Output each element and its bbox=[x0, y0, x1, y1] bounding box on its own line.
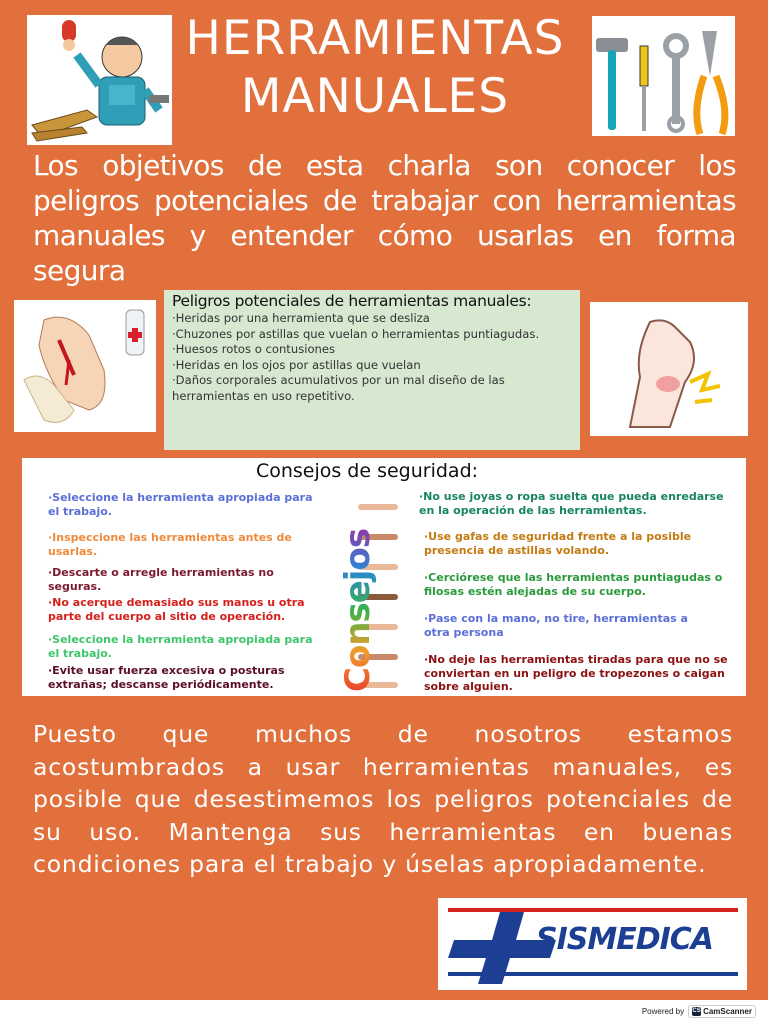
hazard-item: ·Chuzones por astillas que vuelan o herramientas puntiagudas. bbox=[172, 326, 540, 341]
sismedica-logo bbox=[438, 898, 747, 990]
camscanner-icon: CS bbox=[692, 1008, 701, 1014]
tools-illustration bbox=[592, 16, 735, 136]
safety-tips-panel bbox=[22, 458, 746, 696]
logo-text: SISMEDICA bbox=[536, 922, 714, 957]
scanner-footer bbox=[642, 1005, 756, 1018]
camscanner-badge bbox=[688, 1005, 756, 1018]
hand-wound-illustration bbox=[14, 300, 156, 432]
worker-hammer-illustration bbox=[27, 15, 172, 145]
safety-tips-heading: Consejos de seguridad: bbox=[255, 460, 479, 482]
tip-left-4: ·No acerque demasiado sus manos u otra parte del cuerpo al sitio de operación. bbox=[48, 596, 305, 623]
tip-left-3: ·Descarte o arregle herramientas no seguras. bbox=[48, 566, 274, 593]
hazard-item: ·Heridas en los ojos por astillas que vuelan bbox=[172, 357, 421, 372]
tip-left-6: ·Evite usar fuerza excesiva o posturas extrañas; descanse periódicamente. bbox=[48, 664, 285, 691]
hazards-heading: Peligros potenciales de herramientas manuales: bbox=[172, 292, 532, 310]
title-line-2: MANUALES bbox=[240, 69, 510, 124]
tip-left-5: ·Seleccione la herramienta apropiada para el trabajo. bbox=[48, 633, 313, 660]
hazards-panel bbox=[164, 290, 580, 450]
powered-label: Powered by bbox=[641, 1007, 685, 1016]
tip-right-3: ·Cerciórese que las herramientas puntiagudas o filosas estén alejadas de su cuerpo. bbox=[424, 571, 723, 598]
camscanner-brand: CamScanner bbox=[703, 1007, 752, 1016]
intro-text: Los objetivos de esta charla son conocer los peligros potenciales de trabajar con herramientas manuales y entender cómo usarlas en forma segura bbox=[33, 149, 736, 287]
tip-right-4: ·Pase con la mano, no tire, herramientas a otra persona bbox=[424, 612, 688, 639]
wrist-pain-illustration bbox=[590, 302, 748, 436]
hazard-item: ·Huesos rotos o contusiones bbox=[172, 342, 336, 356]
hands-holding-letters-illustration bbox=[320, 494, 400, 694]
tip-right-1: ·No use joyas o ropa suelta que pueda enredarse en la operación de las herramientas. bbox=[419, 490, 724, 517]
tip-left-2: ·Inspeccione las herramientas antes de usarlas. bbox=[48, 531, 292, 558]
title-line-1: HERRAMIENTAS bbox=[185, 11, 565, 66]
center-word: Consejos bbox=[338, 528, 378, 692]
tip-left-1: ·Seleccione la herramienta apropiada para el trabajo. bbox=[48, 491, 313, 518]
page-title bbox=[170, 10, 580, 126]
vertical-word bbox=[336, 492, 380, 692]
tip-right-2: ·Use gafas de seguridad frente a la posible presencia de astillas volando. bbox=[424, 530, 692, 557]
closing-text: Puesto que muchos de nosotros estamos acostumbrados a usar herramientas manuales, es posible que desestimemos los peligros potenciales de su uso. Mantenga sus herramientas en buenas condiciones para el trabajo y úselas apropiadamente. bbox=[33, 720, 733, 878]
hazard-item: ·Heridas por una herramienta que se desliza bbox=[172, 311, 430, 325]
tip-right-5: ·No deje las herramientas tiradas para que no se conviertan en un peligro de tropezones o caigan sobre alguien. bbox=[424, 653, 728, 693]
hazards-list bbox=[172, 311, 572, 404]
hazard-item: ·Daños corporales acumulativos por un mal diseño de las herramientas en uso repetitivo. bbox=[172, 373, 505, 403]
